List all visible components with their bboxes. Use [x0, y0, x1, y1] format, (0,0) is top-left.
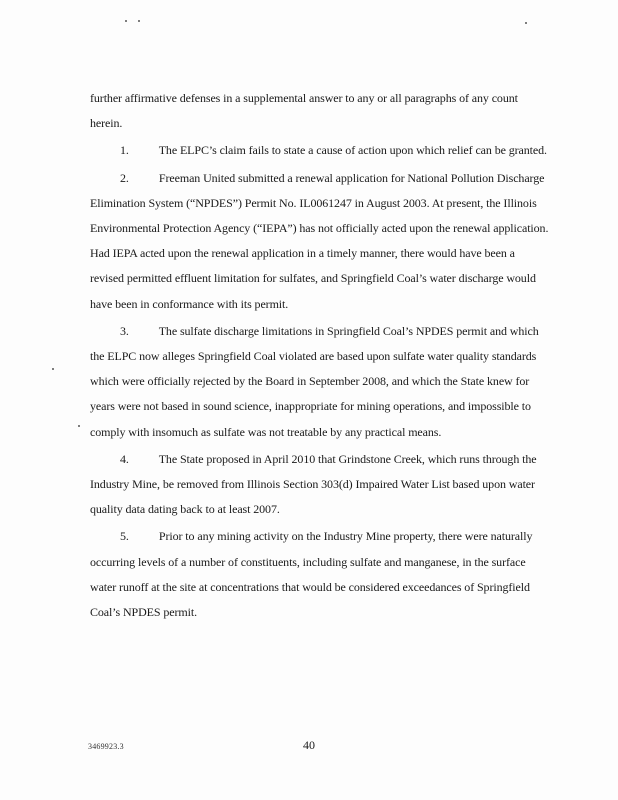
paragraph-text: The sulfate discharge limitations in Springfield Coal’s NPDES permit and which the ELPC now alleges Springfield Coal violated are based upon sulfate water quality standards which were officially rejected by the Board in September 2008, and which the State knew for years were not based in sound science, inappropriate for mining operations, and impossible to comply with insomuch as sulfate was not treatable by any practical means.	[90, 323, 539, 439]
defense-paragraph-2	[90, 166, 550, 317]
paragraph-text: The ELPC’s claim fails to state a cause of action upon which relief can be granted.	[158, 143, 547, 158]
paragraph-number: 4.	[120, 451, 129, 466]
defense-paragraph-4	[90, 447, 550, 523]
paragraph-number: 1.	[120, 143, 129, 158]
page-number: 40	[303, 738, 315, 752]
scan-speck	[78, 425, 80, 427]
paragraph-number: 2.	[120, 170, 129, 185]
scan-speck	[125, 20, 127, 22]
document-body	[90, 86, 550, 627]
defense-paragraph-3	[90, 319, 550, 445]
scan-speck	[52, 368, 54, 370]
paragraph-text: Prior to any mining activity on the Industry Mine property, there were naturally occurring levels of a number of constituents, including sulfate and manganese, in the surface water runoff at the site at concentrations that would be considered exceedances of Springfield Coal’s NPDES permit.	[90, 529, 533, 620]
paragraph-number: 3.	[120, 323, 129, 338]
scan-speck	[138, 20, 140, 22]
defense-paragraph-1	[90, 138, 550, 163]
scan-speck	[525, 22, 527, 24]
paragraph-number: 5.	[120, 529, 129, 544]
continuation-paragraph: further affirmative defenses in a supplemental answer to any or all paragraphs of any count herein.	[90, 91, 518, 131]
defense-paragraph-5	[90, 524, 550, 625]
paragraph-text: The State proposed in April 2010 that Grindstone Creek, which runs through the Industry Mine, be removed from Illinois Section 303(d) Impaired Water List based upon water quality data dating back to at least 2007.	[90, 451, 537, 517]
footer-document-id: 3469923.3	[88, 742, 124, 751]
paragraph-text: Freeman United submitted a renewal application for National Pollution Discharge Elimination System (“NPDES”) Permit No. IL0061247 in August 2003. At present, the Illinois Environmental Protection Agency (“IEPA”) has not officially acted upon the renewal application. Had IEPA acted upon the renewal application in a timely manner, there would have been a revised permitted effluent limitation for sulfates, and Springfield Coal’s water discharge would have been in conformance with its permit.	[90, 170, 549, 311]
